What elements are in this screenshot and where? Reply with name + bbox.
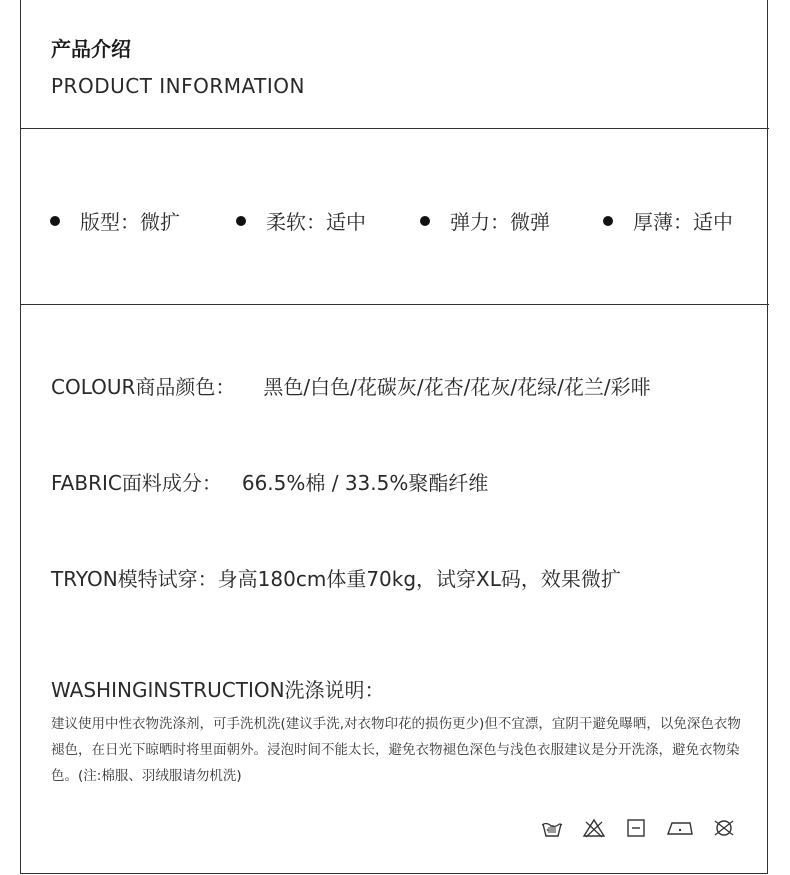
bullet-icon: [236, 216, 246, 226]
no-bleach-icon: [582, 817, 606, 839]
section-title-en: PRODUCT INFORMATION: [51, 74, 305, 98]
no-tumble-dry-icon: [712, 817, 736, 839]
section-title-cn: 产品介绍: [51, 37, 131, 61]
washing-title: WASHINGINSTRUCTION洗涤说明：: [51, 678, 385, 702]
low-iron-icon: [666, 817, 694, 839]
colour-row: [51, 371, 651, 400]
bullet-icon: [50, 216, 60, 226]
fabric-row: [51, 467, 488, 496]
colour-value: 黑色/白色/花碳灰/花杏/花灰/花绿/花兰/彩啡: [263, 375, 651, 399]
tryon-value: 身高180cm体重70kg，试穿XL码，效果微扩: [217, 567, 621, 591]
attribute-softness: [236, 206, 366, 235]
fabric-label: FABRIC面料成分：: [51, 471, 222, 495]
bullet-icon: [420, 216, 430, 226]
attribute-fit: [50, 206, 180, 235]
attribute-thickness: [603, 206, 733, 235]
attribute-elasticity: [420, 206, 550, 235]
care-icons: [540, 817, 754, 839]
attribute-label: 弹力：微弹: [450, 210, 550, 234]
tryon-label: TRYON模特试穿：: [51, 567, 218, 591]
tryon-row: [51, 563, 621, 592]
divider: [20, 128, 769, 129]
fabric-value: 66.5%棉 / 33.5%聚酯纤维: [241, 471, 489, 495]
hand-wash-icon: [540, 817, 564, 839]
attribute-label: 版型：微扩: [80, 210, 180, 234]
colour-label: COLOUR商品颜色：: [51, 375, 236, 399]
washing-text: 建议使用中性衣物洗涤剂，可手洗机洗(建议手洗,对衣物印花的损伤更少)但不宜漂，宜阴干避免曝晒，以免深色衣物褪色，在日光下晾晒时将里面朝外。浸泡时间不能太长，避免衣物褪色深色与浅色衣服建议是分开洗涤，避免衣物染色。(注:棉服、羽绒服请勿机洗): [51, 716, 741, 784]
attribute-label: 柔软：适中: [266, 210, 366, 234]
attribute-label: 厚薄：适中: [633, 210, 733, 234]
bullet-icon: [603, 216, 613, 226]
dry-flat-icon: [624, 817, 648, 839]
divider: [20, 304, 769, 305]
